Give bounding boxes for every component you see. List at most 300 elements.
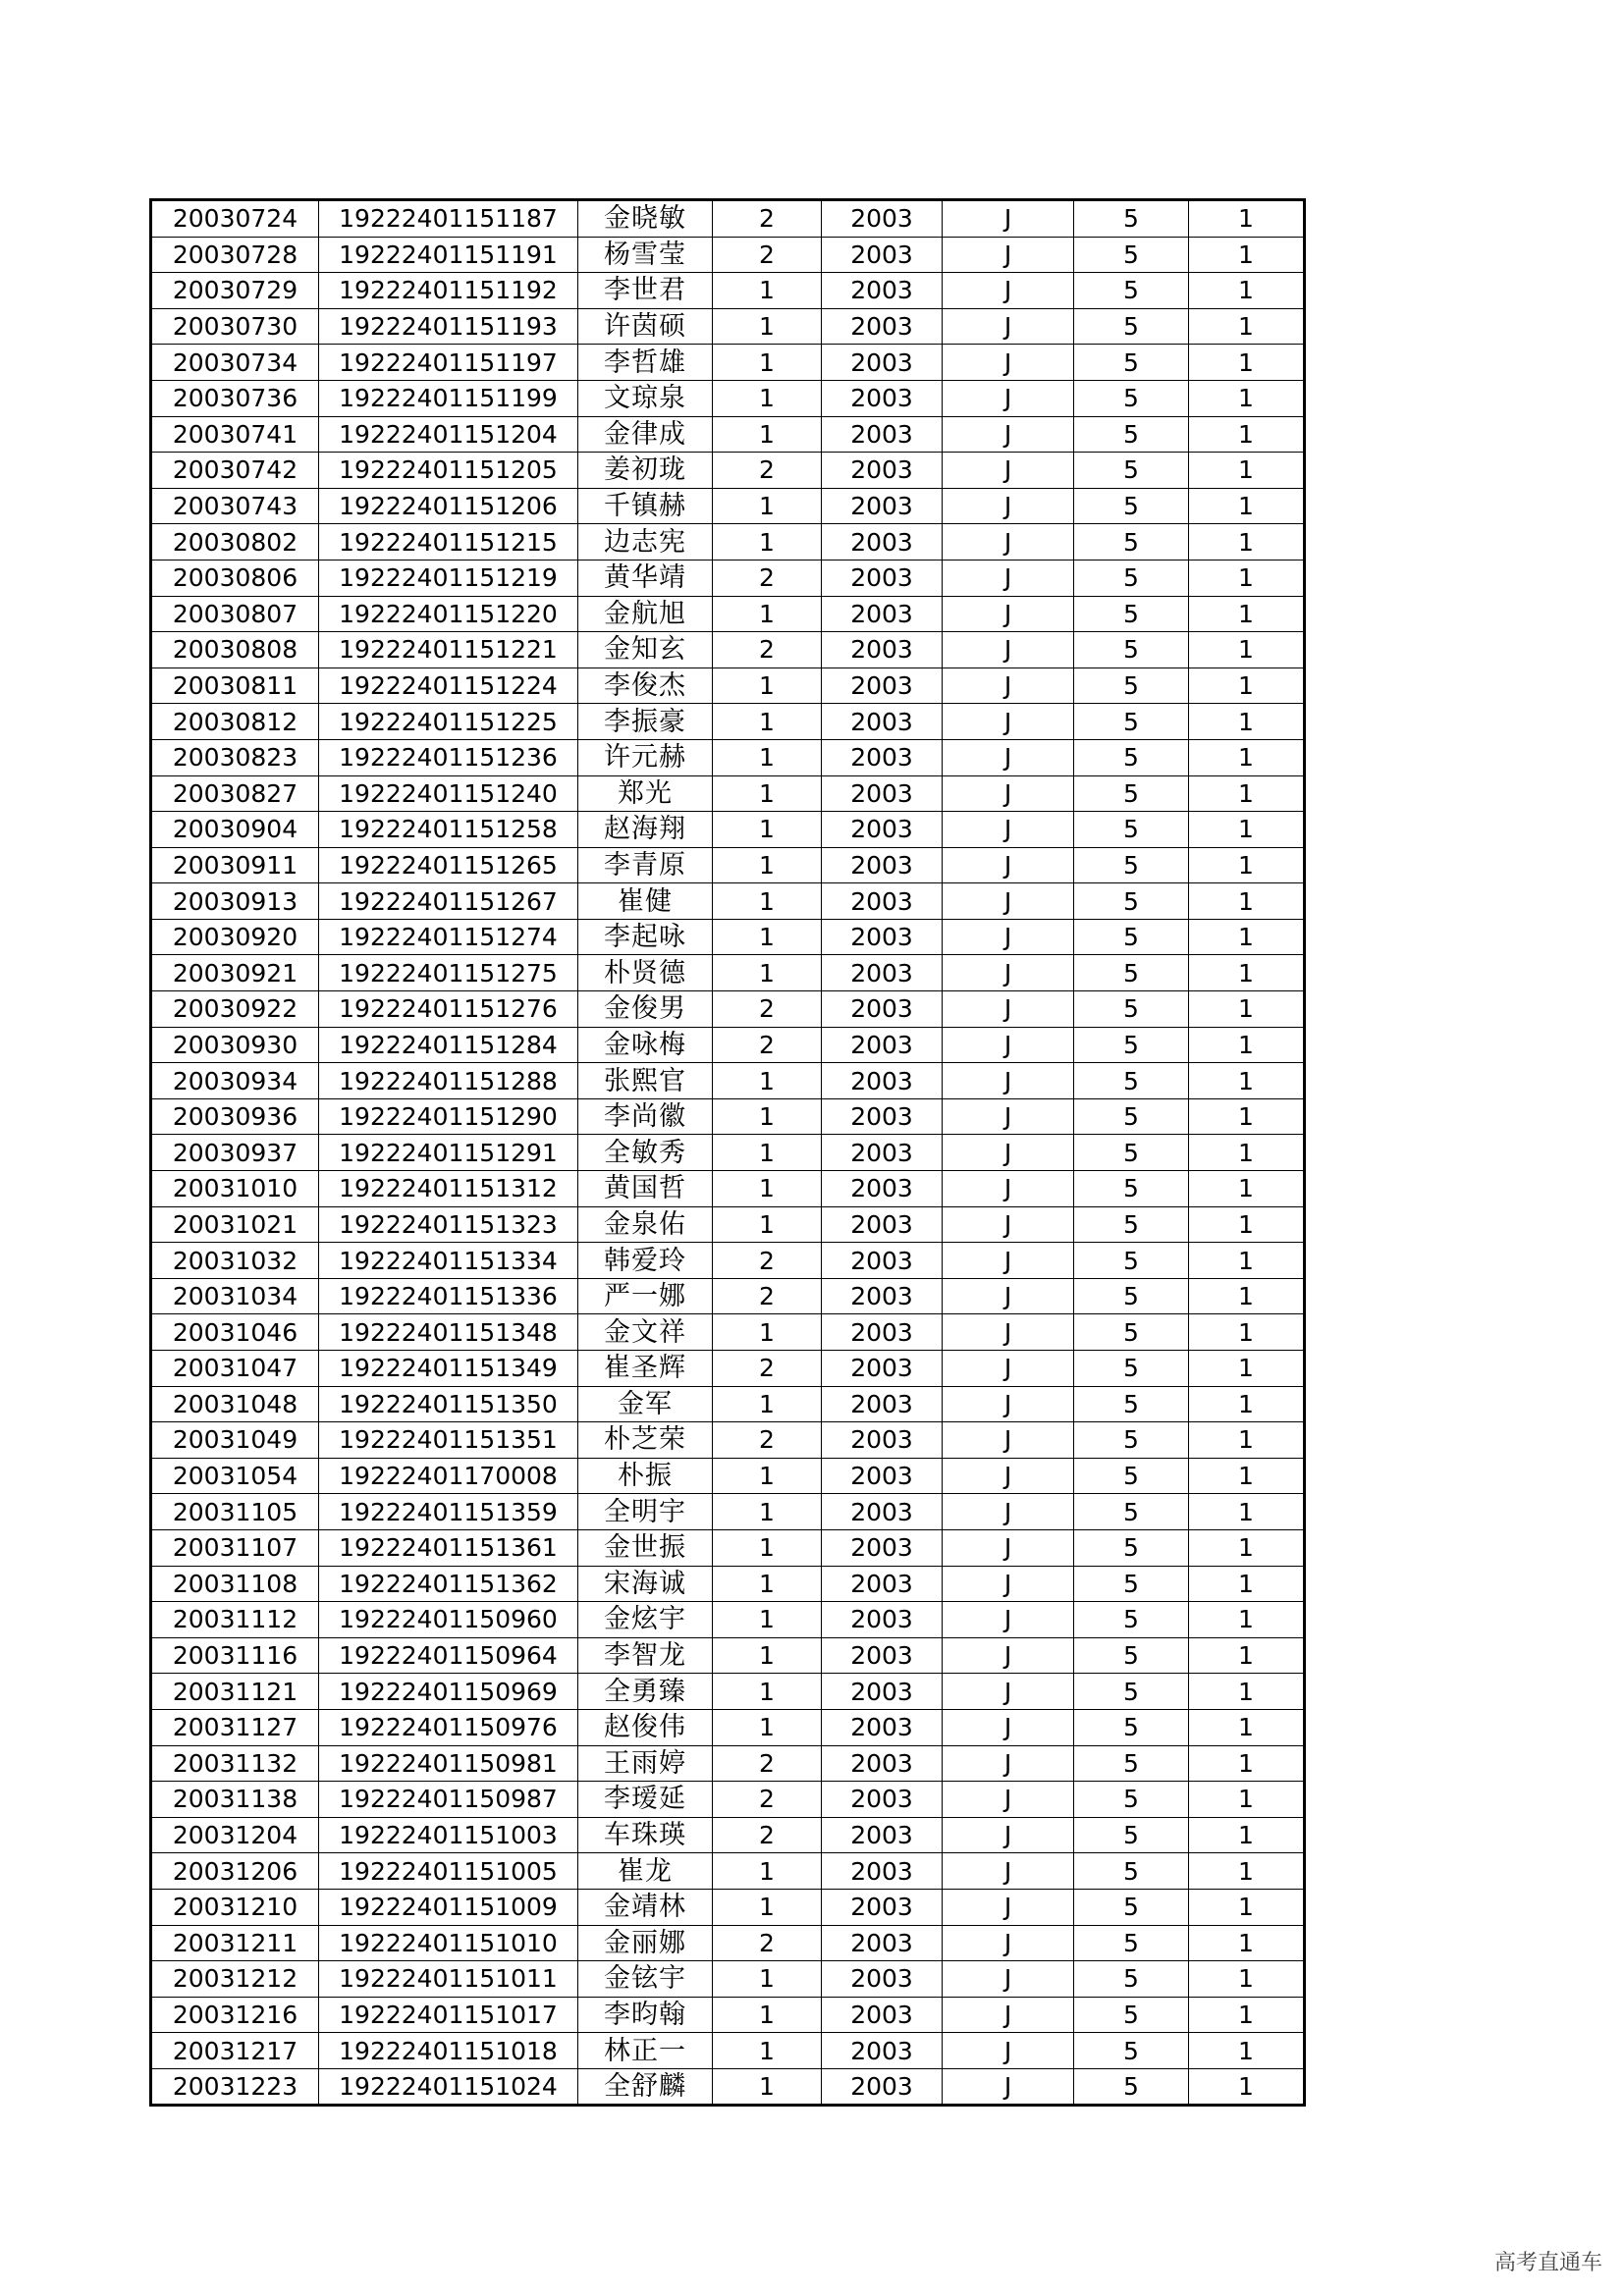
year-cell: 2003 <box>822 200 943 238</box>
exam-id-cell: 20030913 <box>151 883 319 920</box>
name-cell: 金文祥 <box>578 1314 713 1351</box>
gender-code-cell: 1 <box>713 524 822 561</box>
name-cell: 金航旭 <box>578 596 713 632</box>
gender-code-cell: 1 <box>713 1529 822 1566</box>
gender-code-cell: 2 <box>713 991 822 1028</box>
table-row <box>151 1494 1305 1530</box>
registration-number-cell: 19222401151191 <box>319 237 578 273</box>
registration-number-cell: 19222401151290 <box>319 1098 578 1135</box>
flag-cell: 1 <box>1189 1098 1305 1135</box>
flag-cell: 1 <box>1189 1314 1305 1351</box>
flag-cell: 1 <box>1189 488 1305 524</box>
registration-number-cell: 19222401151351 <box>319 1422 578 1459</box>
gender-code-cell: 1 <box>713 2068 822 2106</box>
flag-cell: 1 <box>1189 775 1305 812</box>
table-row <box>151 596 1305 632</box>
gender-code-cell: 1 <box>713 1602 822 1638</box>
category-cell: J <box>943 2033 1074 2069</box>
exam-id-cell: 20030811 <box>151 667 319 704</box>
exam-id-cell: 20031105 <box>151 1494 319 1530</box>
table-row <box>151 1135 1305 1171</box>
year-cell: 2003 <box>822 1206 943 1243</box>
gender-code-cell: 1 <box>713 919 822 955</box>
registration-number-cell: 19222401150969 <box>319 1674 578 1710</box>
table-row <box>151 1853 1305 1890</box>
category-cell: J <box>943 2068 1074 2106</box>
exam-id-cell: 20031032 <box>151 1243 319 1279</box>
exam-id-cell: 20031047 <box>151 1351 319 1387</box>
exam-id-cell: 20031054 <box>151 1458 319 1494</box>
exam-id-cell: 20031127 <box>151 1709 319 1745</box>
table-row <box>151 1925 1305 1961</box>
flag-cell: 1 <box>1189 524 1305 561</box>
category-cell: J <box>943 1351 1074 1387</box>
flag-cell: 1 <box>1189 345 1305 381</box>
gender-code-cell: 2 <box>713 1925 822 1961</box>
code-cell: 5 <box>1074 1458 1189 1494</box>
table-row <box>151 1817 1305 1853</box>
gender-code-cell: 1 <box>713 704 822 740</box>
flag-cell: 1 <box>1189 1637 1305 1674</box>
name-cell: 金世振 <box>578 1529 713 1566</box>
flag-cell: 1 <box>1189 596 1305 632</box>
category-cell: J <box>943 237 1074 273</box>
code-cell: 5 <box>1074 1853 1189 1890</box>
table-row <box>151 524 1305 561</box>
registration-number-cell: 19222401150964 <box>319 1637 578 1674</box>
table-row <box>151 1314 1305 1351</box>
gender-code-cell: 1 <box>713 1386 822 1422</box>
table-row <box>151 1529 1305 1566</box>
flag-cell: 1 <box>1189 1243 1305 1279</box>
exam-id-cell: 20030823 <box>151 739 319 775</box>
code-cell: 5 <box>1074 812 1189 848</box>
exam-id-cell: 20030730 <box>151 308 319 345</box>
code-cell: 5 <box>1074 667 1189 704</box>
year-cell: 2003 <box>822 667 943 704</box>
registration-number-cell: 19222401151224 <box>319 667 578 704</box>
gender-code-cell: 1 <box>713 273 822 309</box>
flag-cell: 1 <box>1189 1745 1305 1782</box>
flag-cell: 1 <box>1189 1494 1305 1530</box>
gender-code-cell: 1 <box>713 667 822 704</box>
year-cell: 2003 <box>822 704 943 740</box>
code-cell: 5 <box>1074 1063 1189 1099</box>
table-row <box>151 1566 1305 1602</box>
name-cell: 金军 <box>578 1386 713 1422</box>
category-cell: J <box>943 1602 1074 1638</box>
code-cell: 5 <box>1074 380 1189 416</box>
year-cell: 2003 <box>822 1458 943 1494</box>
gender-code-cell: 1 <box>713 1171 822 1207</box>
year-cell: 2003 <box>822 1674 943 1710</box>
year-cell: 2003 <box>822 1351 943 1387</box>
exam-id-cell: 20031217 <box>151 2033 319 2069</box>
flag-cell: 1 <box>1189 739 1305 775</box>
student-data-table <box>149 198 1306 2107</box>
year-cell: 2003 <box>822 991 943 1028</box>
flag-cell: 1 <box>1189 308 1305 345</box>
year-cell: 2003 <box>822 524 943 561</box>
gender-code-cell: 1 <box>713 1458 822 1494</box>
gender-code-cell: 2 <box>713 1243 822 1279</box>
category-cell: J <box>943 1782 1074 1818</box>
table-row <box>151 1674 1305 1710</box>
registration-number-cell: 19222401151265 <box>319 847 578 883</box>
registration-number-cell: 19222401151005 <box>319 1853 578 1890</box>
category-cell: J <box>943 1961 1074 1998</box>
gender-code-cell: 1 <box>713 1889 822 1925</box>
code-cell: 5 <box>1074 1171 1189 1207</box>
name-cell: 金泉佑 <box>578 1206 713 1243</box>
exam-id-cell: 20030904 <box>151 812 319 848</box>
name-cell: 千镇赫 <box>578 488 713 524</box>
gender-code-cell: 1 <box>713 345 822 381</box>
category-cell: J <box>943 1243 1074 1279</box>
code-cell: 5 <box>1074 1782 1189 1818</box>
table-row <box>151 1782 1305 1818</box>
flag-cell: 1 <box>1189 632 1305 668</box>
name-cell: 李智龙 <box>578 1637 713 1674</box>
category-cell: J <box>943 1817 1074 1853</box>
registration-number-cell: 19222401151197 <box>319 345 578 381</box>
year-cell: 2003 <box>822 1961 943 1998</box>
year-cell: 2003 <box>822 237 943 273</box>
year-cell: 2003 <box>822 1529 943 1566</box>
code-cell: 5 <box>1074 1602 1189 1638</box>
category-cell: J <box>943 955 1074 991</box>
code-cell: 5 <box>1074 308 1189 345</box>
year-cell: 2003 <box>822 1135 943 1171</box>
code-cell: 5 <box>1074 632 1189 668</box>
exam-id-cell: 20030802 <box>151 524 319 561</box>
table-row <box>151 560 1305 596</box>
registration-number-cell: 19222401151017 <box>319 1997 578 2033</box>
code-cell: 5 <box>1074 1674 1189 1710</box>
category-cell: J <box>943 1637 1074 1674</box>
flag-cell: 1 <box>1189 919 1305 955</box>
table-row <box>151 308 1305 345</box>
year-cell: 2003 <box>822 308 943 345</box>
registration-number-cell: 19222401150976 <box>319 1709 578 1745</box>
year-cell: 2003 <box>822 1745 943 1782</box>
code-cell: 5 <box>1074 1278 1189 1314</box>
code-cell: 5 <box>1074 1889 1189 1925</box>
code-cell: 5 <box>1074 1135 1189 1171</box>
registration-number-cell: 19222401151275 <box>319 955 578 991</box>
exam-id-cell: 20031210 <box>151 1889 319 1925</box>
category-cell: J <box>943 812 1074 848</box>
category-cell: J <box>943 1674 1074 1710</box>
name-cell: 金铉宇 <box>578 1961 713 1998</box>
year-cell: 2003 <box>822 345 943 381</box>
code-cell: 5 <box>1074 1529 1189 1566</box>
table-row <box>151 1351 1305 1387</box>
registration-number-cell: 19222401151349 <box>319 1351 578 1387</box>
flag-cell: 1 <box>1189 1674 1305 1710</box>
registration-number-cell: 19222401151010 <box>319 1925 578 1961</box>
gender-code-cell: 1 <box>713 308 822 345</box>
table-row <box>151 704 1305 740</box>
category-cell: J <box>943 632 1074 668</box>
name-cell: 全敏秀 <box>578 1135 713 1171</box>
registration-number-cell: 19222401151018 <box>319 2033 578 2069</box>
flag-cell: 1 <box>1189 1853 1305 1890</box>
flag-cell: 1 <box>1189 1206 1305 1243</box>
year-cell: 2003 <box>822 1386 943 1422</box>
flag-cell: 1 <box>1189 1063 1305 1099</box>
name-cell: 李哲雄 <box>578 345 713 381</box>
year-cell: 2003 <box>822 273 943 309</box>
registration-number-cell: 19222401150960 <box>319 1602 578 1638</box>
exam-id-cell: 20030937 <box>151 1135 319 1171</box>
name-cell: 李俊杰 <box>578 667 713 704</box>
registration-number-cell: 19222401151219 <box>319 560 578 596</box>
registration-number-cell: 19222401151187 <box>319 200 578 238</box>
year-cell: 2003 <box>822 1063 943 1099</box>
exam-id-cell: 20030921 <box>151 955 319 991</box>
name-cell: 崔龙 <box>578 1853 713 1890</box>
year-cell: 2003 <box>822 416 943 453</box>
table-row <box>151 1206 1305 1243</box>
exam-id-cell: 20031107 <box>151 1529 319 1566</box>
name-cell: 赵俊伟 <box>578 1709 713 1745</box>
gender-code-cell: 2 <box>713 1422 822 1459</box>
name-cell: 郑光 <box>578 775 713 812</box>
gender-code-cell: 1 <box>713 1063 822 1099</box>
category-cell: J <box>943 1063 1074 1099</box>
code-cell: 5 <box>1074 273 1189 309</box>
exam-id-cell: 20030729 <box>151 273 319 309</box>
registration-number-cell: 19222401151274 <box>319 919 578 955</box>
category-cell: J <box>943 919 1074 955</box>
flag-cell: 1 <box>1189 453 1305 489</box>
name-cell: 金靖林 <box>578 1889 713 1925</box>
code-cell: 5 <box>1074 1206 1189 1243</box>
category-cell: J <box>943 1889 1074 1925</box>
exam-id-cell: 20030922 <box>151 991 319 1028</box>
category-cell: J <box>943 200 1074 238</box>
exam-id-cell: 20031010 <box>151 1171 319 1207</box>
registration-number-cell: 19222401151334 <box>319 1243 578 1279</box>
table-row <box>151 237 1305 273</box>
category-cell: J <box>943 1494 1074 1530</box>
category-cell: J <box>943 1206 1074 1243</box>
exam-id-cell: 20031112 <box>151 1602 319 1638</box>
flag-cell: 1 <box>1189 812 1305 848</box>
year-cell: 2003 <box>822 1027 943 1063</box>
table-row <box>151 775 1305 812</box>
category-cell: J <box>943 883 1074 920</box>
gender-code-cell: 1 <box>713 1206 822 1243</box>
gender-code-cell: 1 <box>713 596 822 632</box>
category-cell: J <box>943 1314 1074 1351</box>
gender-code-cell: 1 <box>713 380 822 416</box>
watermark-text: 高考直通车 <box>1493 2251 1602 2275</box>
code-cell: 5 <box>1074 1098 1189 1135</box>
registration-number-cell: 19222401151284 <box>319 1027 578 1063</box>
exam-id-cell: 20031049 <box>151 1422 319 1459</box>
name-cell: 金炫宇 <box>578 1602 713 1638</box>
code-cell: 5 <box>1074 1925 1189 1961</box>
exam-id-cell: 20031121 <box>151 1674 319 1710</box>
exam-id-cell: 20031204 <box>151 1817 319 1853</box>
table-row <box>151 812 1305 848</box>
registration-number-cell: 19222401151258 <box>319 812 578 848</box>
table-row <box>151 955 1305 991</box>
registration-number-cell: 19222401151199 <box>319 380 578 416</box>
name-cell: 李瑷延 <box>578 1782 713 1818</box>
registration-number-cell: 19222401151336 <box>319 1278 578 1314</box>
code-cell: 5 <box>1074 1243 1189 1279</box>
gender-code-cell: 2 <box>713 1027 822 1063</box>
registration-number-cell: 19222401151192 <box>319 273 578 309</box>
code-cell: 5 <box>1074 1745 1189 1782</box>
table-row <box>151 667 1305 704</box>
table-row <box>151 2068 1305 2106</box>
gender-code-cell: 1 <box>713 847 822 883</box>
year-cell: 2003 <box>822 1925 943 1961</box>
gender-code-cell: 1 <box>713 416 822 453</box>
code-cell: 5 <box>1074 919 1189 955</box>
year-cell: 2003 <box>822 2033 943 2069</box>
year-cell: 2003 <box>822 1243 943 1279</box>
flag-cell: 1 <box>1189 416 1305 453</box>
name-cell: 李世君 <box>578 273 713 309</box>
flag-cell: 1 <box>1189 273 1305 309</box>
category-cell: J <box>943 273 1074 309</box>
year-cell: 2003 <box>822 488 943 524</box>
flag-cell: 1 <box>1189 847 1305 883</box>
category-cell: J <box>943 1745 1074 1782</box>
category-cell: J <box>943 488 1074 524</box>
category-cell: J <box>943 1135 1074 1171</box>
name-cell: 金知玄 <box>578 632 713 668</box>
registration-number-cell: 19222401151323 <box>319 1206 578 1243</box>
exam-id-cell: 20031034 <box>151 1278 319 1314</box>
gender-code-cell: 1 <box>713 1494 822 1530</box>
name-cell: 黄国哲 <box>578 1171 713 1207</box>
table-row <box>151 1278 1305 1314</box>
gender-code-cell: 1 <box>713 1709 822 1745</box>
flag-cell: 1 <box>1189 1997 1305 2033</box>
year-cell: 2003 <box>822 1709 943 1745</box>
year-cell: 2003 <box>822 1566 943 1602</box>
gender-code-cell: 1 <box>713 739 822 775</box>
code-cell: 5 <box>1074 560 1189 596</box>
flag-cell: 1 <box>1189 1422 1305 1459</box>
flag-cell: 1 <box>1189 1889 1305 1925</box>
table-row <box>151 1889 1305 1925</box>
flag-cell: 1 <box>1189 1602 1305 1638</box>
exam-id-cell: 20031212 <box>151 1961 319 1998</box>
exam-id-cell: 20030936 <box>151 1098 319 1135</box>
name-cell: 金晓敏 <box>578 200 713 238</box>
exam-id-cell: 20030741 <box>151 416 319 453</box>
exam-id-cell: 20031216 <box>151 1997 319 2033</box>
exam-id-cell: 20030808 <box>151 632 319 668</box>
registration-number-cell: 19222401151215 <box>319 524 578 561</box>
code-cell: 5 <box>1074 1637 1189 1674</box>
registration-number-cell: 19222401150987 <box>319 1782 578 1818</box>
exam-id-cell: 20031021 <box>151 1206 319 1243</box>
gender-code-cell: 2 <box>713 200 822 238</box>
registration-number-cell: 19222401151240 <box>319 775 578 812</box>
registration-number-cell: 19222401151350 <box>319 1386 578 1422</box>
category-cell: J <box>943 1529 1074 1566</box>
gender-code-cell: 2 <box>713 1817 822 1853</box>
year-cell: 2003 <box>822 1314 943 1351</box>
code-cell: 5 <box>1074 991 1189 1028</box>
table-row <box>151 1171 1305 1207</box>
category-cell: J <box>943 345 1074 381</box>
exam-id-cell: 20030911 <box>151 847 319 883</box>
gender-code-cell: 1 <box>713 1637 822 1674</box>
flag-cell: 1 <box>1189 1278 1305 1314</box>
registration-number-cell: 19222401151225 <box>319 704 578 740</box>
gender-code-cell: 2 <box>713 632 822 668</box>
name-cell: 许元赫 <box>578 739 713 775</box>
gender-code-cell: 1 <box>713 488 822 524</box>
category-cell: J <box>943 453 1074 489</box>
code-cell: 5 <box>1074 200 1189 238</box>
category-cell: J <box>943 416 1074 453</box>
year-cell: 2003 <box>822 560 943 596</box>
name-cell: 严一娜 <box>578 1278 713 1314</box>
table-row <box>151 1997 1305 2033</box>
year-cell: 2003 <box>822 1494 943 1530</box>
exam-id-cell: 20030806 <box>151 560 319 596</box>
exam-id-cell: 20030827 <box>151 775 319 812</box>
table-row <box>151 1961 1305 1998</box>
code-cell: 5 <box>1074 775 1189 812</box>
name-cell: 崔圣辉 <box>578 1351 713 1387</box>
exam-id-cell: 20030743 <box>151 488 319 524</box>
registration-number-cell: 19222401151221 <box>319 632 578 668</box>
gender-code-cell: 1 <box>713 2033 822 2069</box>
table-row <box>151 2033 1305 2069</box>
table-row <box>151 1027 1305 1063</box>
flag-cell: 1 <box>1189 955 1305 991</box>
flag-cell: 1 <box>1189 2068 1305 2106</box>
year-cell: 2003 <box>822 1278 943 1314</box>
table-row <box>151 919 1305 955</box>
exam-id-cell: 20031206 <box>151 1853 319 1890</box>
code-cell: 5 <box>1074 488 1189 524</box>
exam-id-cell: 20031046 <box>151 1314 319 1351</box>
registration-number-cell: 19222401151003 <box>319 1817 578 1853</box>
registration-number-cell: 19222401151276 <box>319 991 578 1028</box>
flag-cell: 1 <box>1189 1529 1305 1566</box>
code-cell: 5 <box>1074 2068 1189 2106</box>
name-cell: 朴振 <box>578 1458 713 1494</box>
exam-id-cell: 20031211 <box>151 1925 319 1961</box>
flag-cell: 1 <box>1189 1386 1305 1422</box>
registration-number-cell: 19222401151291 <box>319 1135 578 1171</box>
gender-code-cell: 2 <box>713 1351 822 1387</box>
table-row <box>151 1637 1305 1674</box>
category-cell: J <box>943 596 1074 632</box>
name-cell: 金丽娜 <box>578 1925 713 1961</box>
year-cell: 2003 <box>822 1889 943 1925</box>
name-cell: 李昀翰 <box>578 1997 713 2033</box>
name-cell: 王雨婷 <box>578 1745 713 1782</box>
flag-cell: 1 <box>1189 380 1305 416</box>
name-cell: 全明宇 <box>578 1494 713 1530</box>
name-cell: 边志宪 <box>578 524 713 561</box>
exam-id-cell: 20031223 <box>151 2068 319 2106</box>
code-cell: 5 <box>1074 1817 1189 1853</box>
